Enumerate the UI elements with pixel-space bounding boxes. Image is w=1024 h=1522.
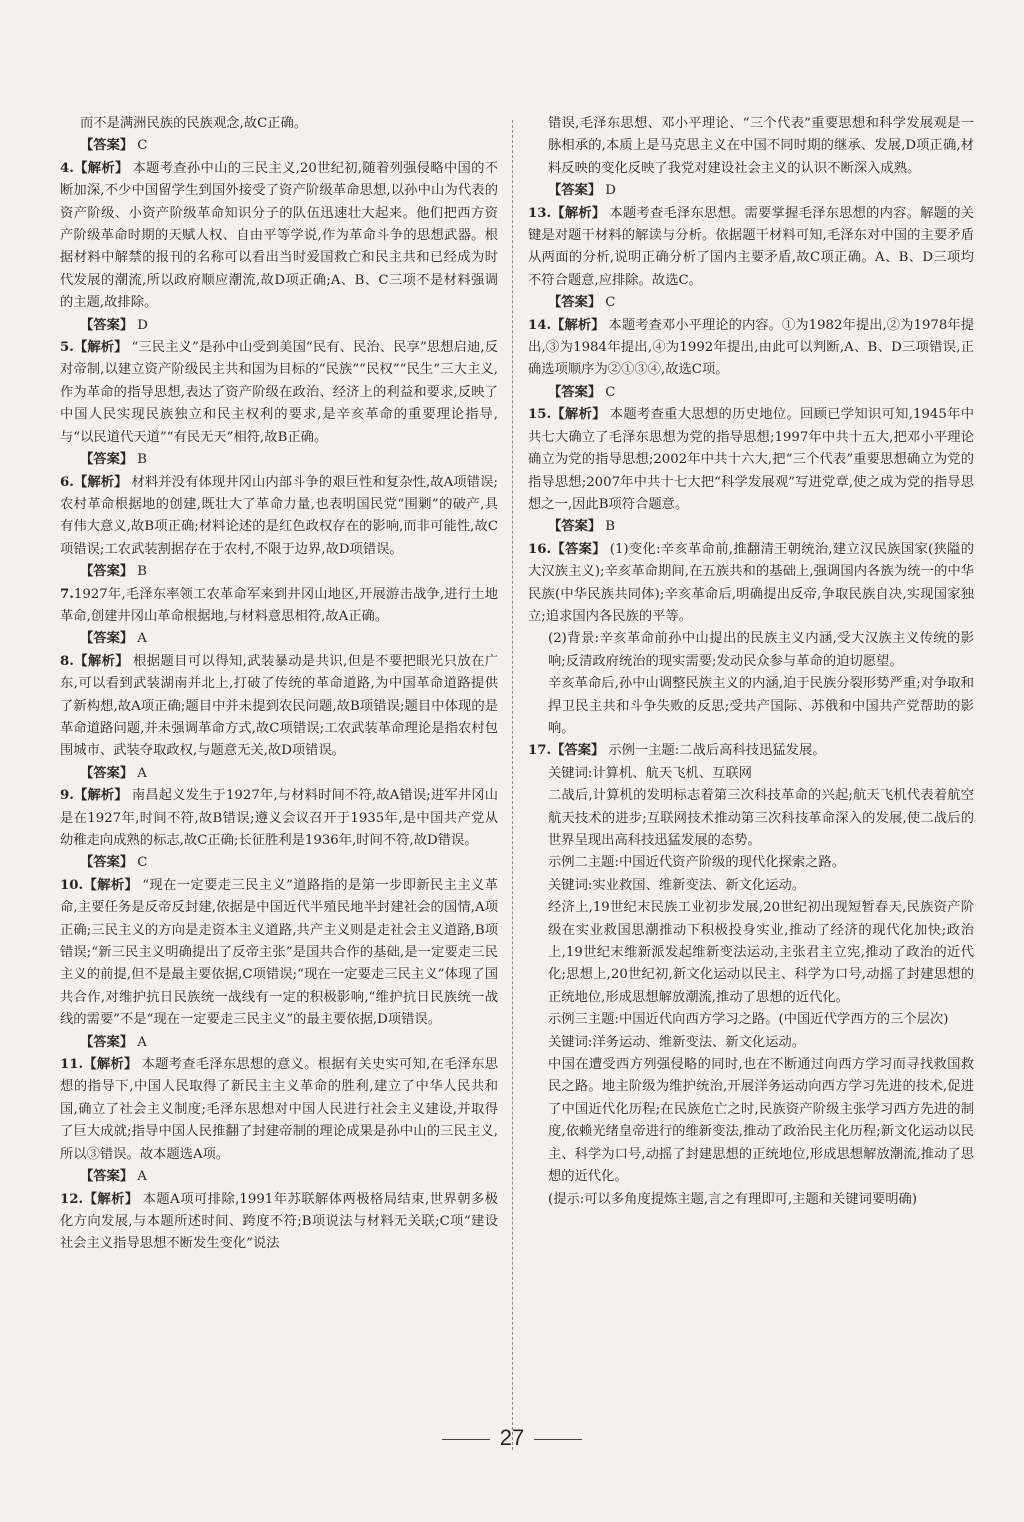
answer-tag: 【答案】	[548, 295, 602, 311]
question-explanation	[60, 785, 498, 852]
answer-tag: 【答案】	[80, 631, 134, 647]
answer-line	[60, 852, 498, 874]
explanation-text: 南昌起义发生于1927年,与材料时间不符,故A错误;进军井冈山是在1927年,时间不符,故B错误;遵义会议召开于1935年,是中国共产党从幼稚走向成熟的标志,故C正确;长征胜利是1936年,时间不符,故D错误。	[60, 788, 499, 848]
answer-tag: 【答案】	[548, 183, 602, 199]
question-number: 4.	[60, 160, 74, 176]
question-explanation	[60, 158, 498, 315]
paragraph	[60, 113, 498, 135]
answer-value: A	[137, 1034, 147, 1050]
explanation-text: 本题考查毛泽东思想的意义。根据有关史实可知,在毛泽东思想的指导下,中国人民取得了新民主主义革命的胜利,建立了中华人民共和国,确立了社会主义制度;毛泽东思想对中国人民进行社会主义建设,并取得了巨大成就;指导中国人民推翻了封建帝制的理论成果是孙中山的三民主义,所以③错误。故本题选A项。	[60, 1057, 498, 1162]
paragraph-text: 辛亥革命后,孙中山调整民族主义的内涵,迫于民族分裂形势严重;对争取和捍卫民主共和斗争失败的反思;受共产国际、苏俄和中国共产党帮助的影响。	[548, 676, 974, 736]
paragraph	[528, 1054, 974, 1188]
answer-tag: 【答案】	[80, 452, 134, 468]
question-number: 7.	[60, 586, 74, 602]
explanation-text: “三民主义”是孙中山受到美国“民有、民治、民享”思想启迪,反对帝制,以建立资产阶级民主共和国为目标的“民族”“民权”“民生”三大主义,作为革命的指导思想,表达了资产阶级在政治、经济上的利益和要求,反映了中国人民实现民族独立和民主权利的要求,是辛亥革命的重要理论指导,与“以民道代天道”“有民无天”相符,故B正确。	[60, 340, 498, 445]
section-tag: 【解析】	[83, 1191, 139, 1207]
question-explanation	[528, 539, 974, 629]
question-number: 5.	[60, 340, 74, 356]
section-tag: 【解析】	[83, 1057, 138, 1073]
paragraph	[528, 763, 974, 785]
column-divider	[512, 120, 513, 1450]
explanation-text: 根据题目可以得知,武装暴动是共识,但是不要把眼光只放在广东,可以看到武装湖南并北上,打破了传统的革命道路,为中国革命道路提供了新构想,故A项正确;题目中并未提到农民问题,故B项错误;题目中体现的是革命道路问题,并未强调革命方式,故C项错误;工农武装革命理论是指农村包围城市、武装夺取政权,与题意无关,故D项错误。	[60, 653, 499, 759]
section-tag: 【解析】	[73, 160, 129, 176]
answer-line	[60, 561, 498, 583]
answer-line	[60, 449, 498, 471]
question-number: 8.	[60, 653, 74, 669]
answer-value: C	[137, 855, 148, 871]
paragraph-text: 二战后,计算机的发明标志着第三次科技革命的兴起;航天飞机代表着航空航天技术的进步;互联网技术推动第三次科技革命深入的发展,使二战后的世界呈现出高科技迅猛发展的态势。	[548, 788, 974, 848]
paragraph	[528, 1189, 974, 1211]
answer-value: C	[137, 138, 148, 154]
answer-line	[60, 1032, 498, 1054]
section-tag: 【答案】	[551, 743, 605, 759]
answer-tag: 【答案】	[80, 1169, 134, 1185]
question-explanation	[60, 651, 498, 763]
answer-tag: 【答案】	[80, 855, 134, 871]
answer-tag: 【答案】	[548, 384, 602, 400]
answer-value: C	[605, 295, 616, 311]
question-explanation	[60, 1189, 498, 1256]
explanation-text: 本题考查重大思想的历史地位。回顾已学知识可知,1945年中共七大确立了毛泽东思想为党的指导思想;1997年中共十五大,把邓小平理论确立为党的指导思想;2002年中共十六大,把“三个代表”重要思想确立为党的指导思想;2007年中共十七大把“科学发展观”写进党章,使之成为党的指导思想之一,因此B项符合题意。	[528, 407, 974, 512]
explanation-text: 本题考查邓小平理论的内容。①为1982年提出,②为1978年提出,③为1984年提出,④为1992年提出,由此可以判断,A、B、D三项错误,正确选项顺序为②①③④,故选C项。	[528, 317, 975, 378]
paragraph-text: 关键词:实业救国、维新变法、新文化运动。	[548, 877, 806, 893]
answer-tag: 【答案】	[80, 1034, 134, 1050]
paragraph-text: 关键词:计算机、航天飞机、互联网	[548, 765, 752, 781]
answer-line	[528, 516, 974, 538]
section-tag: 【解析】	[73, 788, 128, 804]
page-number-dash-right	[534, 1439, 582, 1440]
paragraph	[528, 785, 974, 852]
paragraph-text: 经济上,19世纪末民族工业初步发展,20世纪初出现短暂春天,民族资产阶级在实业救国思潮推动下积极投身实业,推动了经济的现代化加快;政治上,19世纪末维新派发起维新变法运动,主张君主立宪,推动了政治的近代化;思想上,20世纪初,新文化运动以民主、科学为口号,动摇了封建思想的正统地位,形成思想解放潮流,推动了思想的近代化。	[548, 900, 974, 1005]
explanation-text: 本题考查孙中山的三民主义,20世纪初,随着列强侵略中国的不断加深,不少中国留学生到国外接受了资产阶级革命思想,以孙中山为代表的资产阶级、小资产阶级革命知识分子的队伍迅速壮大起来。他们把西方资产阶级革命时期的天赋人权、自由平等学说,作为革命斗争的思想武器。根据材料中解禁的报刊的名称可以看出当时爱国救亡和民主共和已经成为时代发展的潮流,所以政府顺应潮流,故D项正确;A、B、C三项不是材料强调的主题,故排除。	[60, 160, 499, 311]
question-explanation	[60, 472, 498, 562]
paragraph	[528, 113, 974, 180]
paragraph	[528, 875, 974, 897]
answer-value: A	[137, 631, 147, 647]
answer-tag: 【答案】	[80, 564, 134, 580]
section-tag: 【解析】	[83, 877, 139, 893]
explanation-text: 本题A项可排除,1991年苏联解体两极格局结束,世界朝多极化方向发展,与本题所述时间、跨度不符;B项说法与材料无关联;C项“建设社会主义指导思想不断发生变化”说法	[60, 1191, 499, 1252]
answer-line	[528, 382, 974, 404]
answer-tag: 【答案】	[80, 317, 134, 333]
answer-tag: 【答案】	[548, 519, 602, 535]
paragraph	[528, 673, 974, 740]
section-tag: 【解析】	[73, 340, 128, 356]
answer-line	[528, 180, 974, 202]
paragraph-text: 而不是满洲民族的民族观念,故C正确。	[80, 116, 308, 131]
answer-line	[60, 763, 498, 785]
answer-line	[528, 292, 974, 314]
page-number-dash-left	[442, 1439, 490, 1440]
section-tag: 【解析】	[551, 205, 606, 221]
answer-line	[60, 315, 498, 337]
question-number: 14.	[528, 317, 552, 333]
question-number: 10.	[60, 877, 84, 893]
paragraph-text: 示例三主题:中国近代向西方学习之路。(中国近代学西方的三个层次)	[548, 1012, 949, 1028]
right-column	[528, 113, 974, 1211]
paragraph-text: (2)背景:辛亥革命前孙中山提出的民族主义内涵,受大汉族主义传统的影响;反清政府统治的现实需要;发动民众参与革命的迫切愿望。	[548, 631, 974, 669]
answer-line	[60, 135, 498, 157]
question-explanation	[528, 404, 974, 516]
answer-value: B	[137, 564, 147, 580]
question-explanation	[528, 315, 974, 382]
answer-value: A	[137, 1169, 147, 1185]
explanation-text: 1927年,毛泽东率领工农革命军来到井冈山地区,开展游击战争,进行土地革命,创建井冈山革命根据地,与材料意思相符,故A正确。	[60, 586, 498, 624]
question-number: 16.	[528, 541, 552, 557]
section-tag: 【解析】	[73, 474, 128, 490]
question-number: 13.	[528, 205, 552, 221]
explanation-text: 本题考查毛泽东思想。需要掌握毛泽东思想的内容。解题的关键是对题干材料的解读与分析。依据题干材料可知,毛泽东对中国的主要矛盾从两面的分析,说明正确分析了国内主要矛盾,故C项正确。A、B、D三项均不符合题意,应排除。故选C。	[528, 205, 975, 288]
left-column	[60, 113, 498, 1256]
question-number: 9.	[60, 788, 74, 804]
paragraph-text: (提示:可以多角度提炼主题,言之有理即可,主题和关键词要明确)	[548, 1191, 918, 1207]
question-explanation	[60, 875, 498, 1032]
paragraph	[528, 1009, 974, 1031]
answer-tag: 【答案】	[80, 765, 134, 781]
section-tag: 【解析】	[551, 317, 605, 333]
paragraph-text: 中国在遭受西方列强侵略的同时,也在不断通过向西方学习而寻找救国救民之路。地主阶级为维护统治,开展洋务运动向西方学习先进的技术,促进了中国近代化历程;在民族危亡之时,民族资产阶级主张学习西方先进的制度,依赖光绪皇帝进行的维新变法,推动了政治民主化历程;新文化运动以民主、科学为口号,动摇了封建思想的正统地位,形成思想解放潮流,推动了思想的近代化。	[548, 1057, 974, 1185]
question-explanation	[528, 203, 974, 293]
answer-value: B	[137, 452, 147, 468]
paragraph	[528, 897, 974, 1009]
answer-value: A	[137, 765, 147, 781]
section-tag: 【解析】	[73, 653, 130, 669]
explanation-text: 示例一主题:二战后高科技迅猛发展。	[608, 743, 826, 759]
question-number: 12.	[60, 1191, 84, 1207]
explanation-text: 材料并没有体现井冈山内部斗争的艰巨性和复杂性,故A项错误;农村革命根据地的创建,既壮大了革命力量,也表明国民党“围剿”的破产,具有伟大意义,故B项正确;材料论述的是红色政权存在的影响,而非可能性,故C项错误;工农武装割据存在于农村,不限于边界,故D项错误。	[60, 474, 499, 557]
question-number: 17.	[528, 743, 552, 759]
section-tag: 【答案】	[551, 541, 606, 557]
answer-value: C	[605, 384, 616, 400]
paragraph	[528, 1032, 974, 1054]
paragraph-text: 关键词:洋务运动、维新变法、新文化运动。	[548, 1034, 806, 1050]
answer-value: D	[605, 183, 616, 199]
paragraph-text: 错误,毛泽东思想、邓小平理论、“三个代表”重要思想和科学发展观是一脉相承的,本质上是马克思主义在中国不同时期的继承、发展,D项正确,材料反映的变化反映了我党对建设社会主义的认识不断深入成熟。	[548, 116, 974, 176]
answer-value: B	[605, 519, 615, 535]
question-explanation	[60, 584, 498, 629]
question-number: 6.	[60, 474, 74, 490]
answer-tag: 【答案】	[80, 138, 134, 154]
answer-line	[60, 1166, 498, 1188]
paragraph	[528, 628, 974, 673]
page-number-text: 27	[499, 1425, 525, 1450]
question-explanation	[60, 1054, 498, 1166]
page-number	[0, 1425, 1024, 1451]
paragraph	[528, 852, 974, 874]
explanation-text: (1)变化:辛亥革命前,推翻清王朝统治,建立汉民族国家(狭隘的大汉族主义);辛亥革命期间,在五族共和的基础上,强调国内各族为统一的中华民族(中华民族共同体);辛亥革命后,明确提出反帝,争取民族自决,实现国家独立;追求国内各民族的平等。	[528, 541, 974, 624]
section-tag: 【解析】	[551, 407, 606, 423]
question-explanation	[528, 740, 974, 762]
question-number: 11.	[60, 1057, 84, 1073]
explanation-text: “现在一定要走三民主义”道路指的是第一步即新民主主义革命,主要任务是反帝反封建,依据是中国近代半殖民地半封建社会的国情,A项正确;三民主义的方向是走资本主义道路,共产主义则是走社会主义道路,B项错误;“新三民主义明确提出了反帝主张”是国共合作的基础,是一定要走三民主义的前提,但不是最主要依据,C项错误;“现在一定要走三民主义”体现了国共合作,对维护抗日民族统一战线有一定的积极影响,“维护抗日民族统一战线的需要”不是“现在一定要走三民主义”的最主要依据,D项错误。	[60, 877, 498, 1028]
answer-value: D	[137, 317, 148, 333]
paragraph-text: 示例二主题:中国近代资产阶级的现代化探索之路。	[548, 855, 846, 871]
answer-line	[60, 628, 498, 650]
question-explanation	[60, 337, 498, 449]
question-number: 15.	[528, 407, 552, 423]
